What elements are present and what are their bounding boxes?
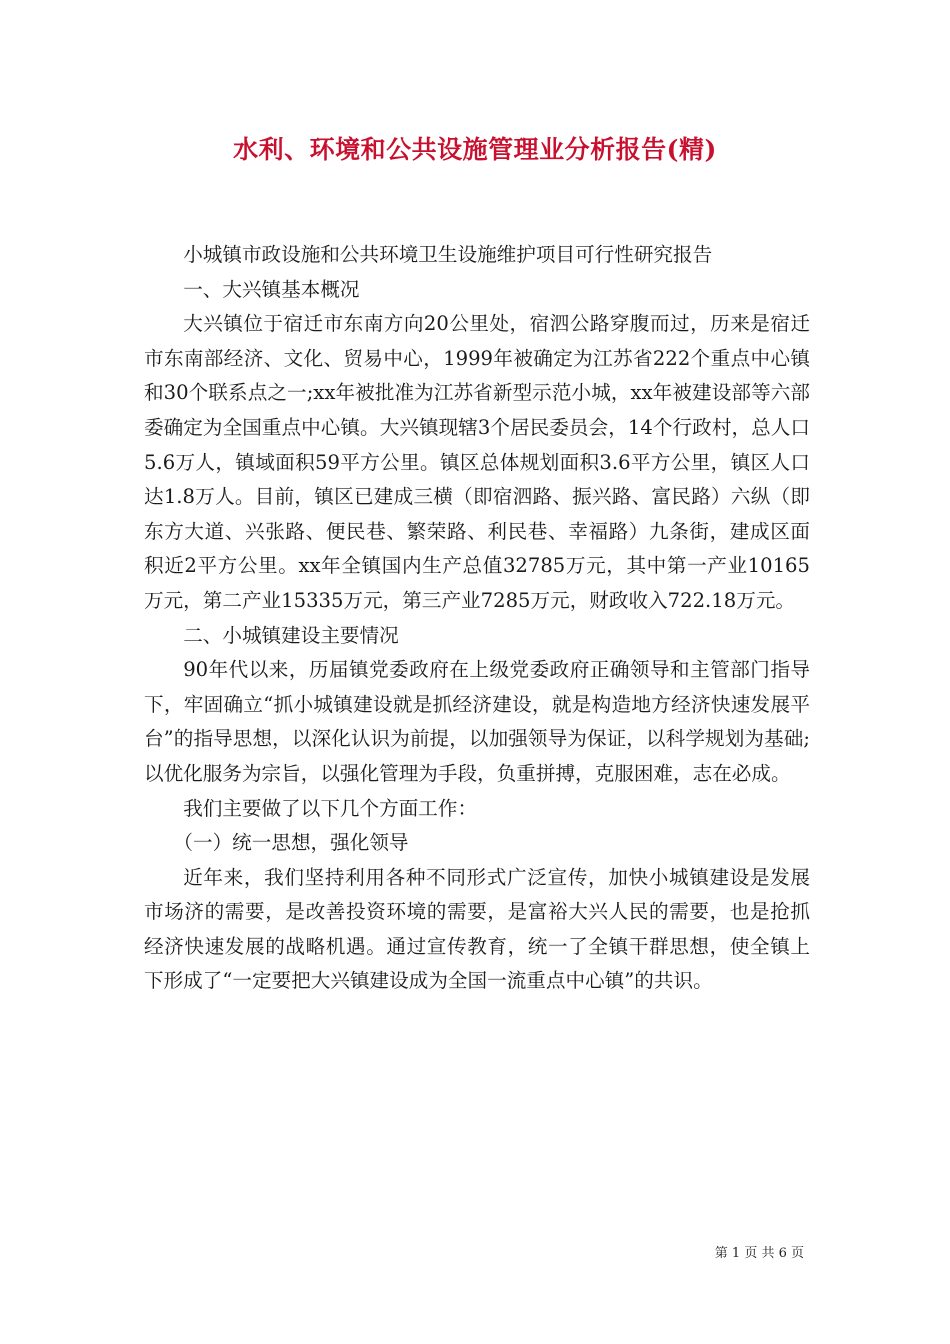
section-heading-1: 一、大兴镇基本概况 [183, 277, 360, 301]
subsection-heading-1: （一）统一思想，强化领导 [173, 831, 409, 855]
document-title: 水利、环境和公共设施管理业分析报告(精) [233, 135, 717, 164]
page-number-footer: 第 1 页 共 6 页 [714, 1246, 804, 1261]
section-heading-2: 二、小城镇建设主要情况 [183, 623, 399, 647]
document-body [144, 238, 810, 999]
paragraph-work-intro: 我们主要做了以下几个方面工作： [183, 796, 478, 820]
paragraph-overview: 大兴镇位于宿迁市东南方向20公里处，宿泗公路穿腹而过，历来是宿迁市东南部经济、文化、贸易中心，1999年被确定为江苏省222个重点中心镇和30个联系点之一;xx年被批准为江苏省新型示范小城，xx年被建设部等六部委确定为全国重点中心镇。大兴镇现辖3个居民委员会，14个行政村，总人口5.6万人，镇域面积59平方公里。镇区总体规划面积3.6平方公里，镇区人口达1.8万人。目前，镇区已建成三横（即宿泗路、振兴路、富民路）六纵（即东方大道、兴张路、便民巷、繁荣路、利民巷、幸福路）九条街，建成区面积近2平方公里。xx年全镇国内生产总值32785万元，其中第一产业10165万元，第二产业15335万元，第三产业7285万元，财政收入722.18万元。 [144, 312, 810, 612]
paragraph-construction: 90年代以来，历届镇党委政府在上级党委政府正确领导和主管部门指导下，牢固确立“抓小城镇建设就是抓经济建设，就是构造地方经济快速发展平台”的指导思想，以深化认识为前提，以加强领导为保证，以科学规划为基础;以优化服务为宗旨，以强化管理为手段，负重拼搏，克服困难，志在必成。 [144, 658, 810, 785]
paragraph-report-name: 小城镇市政设施和公共环境卫生设施维护项目可行性研究报告 [183, 243, 713, 266]
paragraph-unify-thinking: 近年来，我们坚持利用各种不同形式广泛宣传，加快小城镇建设是发展市场济的需要，是改善投资环境的需要，是富裕大兴人民的需要，也是抢抓经济快速发展的战略机遇。通过宣传教育，统一了全镇干群思想，使全镇上下形成了“一定要把大兴镇建设成为全国一流重点中心镇”的共识。 [144, 865, 810, 993]
